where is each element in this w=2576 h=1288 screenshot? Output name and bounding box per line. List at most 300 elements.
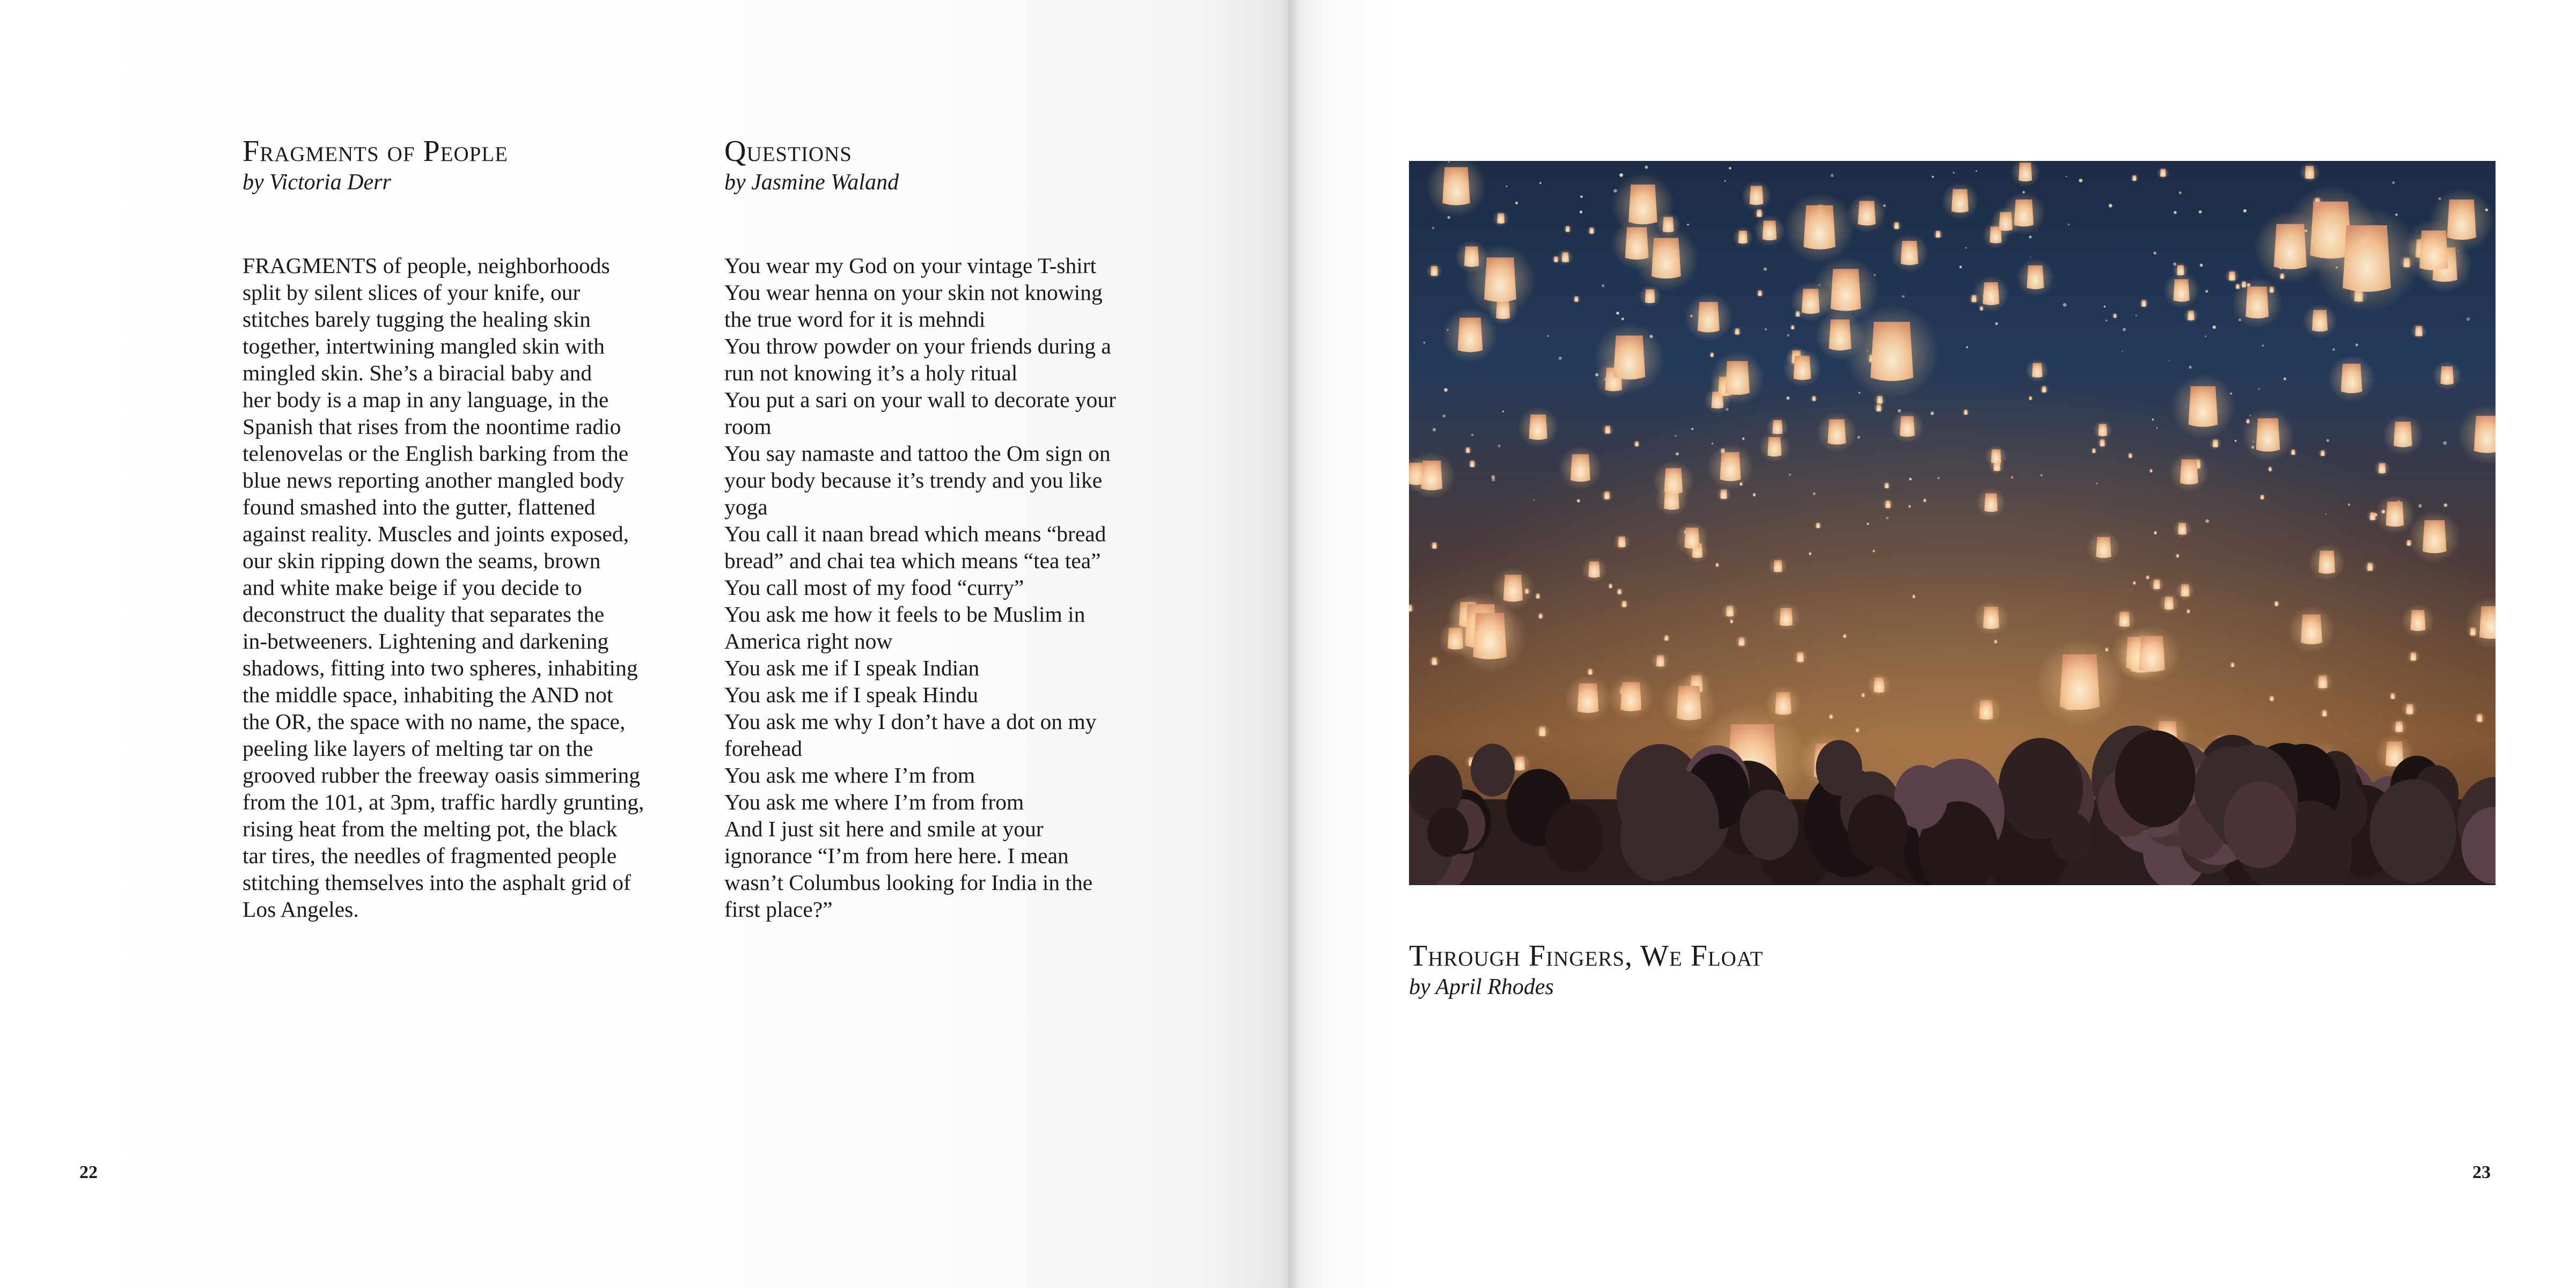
poem-body <box>724 252 1186 923</box>
lantern-icon <box>2163 273 2199 308</box>
lantern-icon <box>1882 498 1894 510</box>
lantern-icon <box>1754 215 1786 246</box>
poem-line: You ask me if I speak Indian <box>724 656 980 680</box>
poem-questions <box>724 134 1186 923</box>
lantern-icon <box>1973 276 2009 312</box>
lantern-icon <box>1634 226 1699 291</box>
lantern-icon <box>2314 206 2420 312</box>
star-dot <box>1729 167 1731 169</box>
star-dot <box>1577 499 1580 503</box>
poem-line: You put a sari on your wall to decorate your <box>724 387 1116 412</box>
lantern-icon <box>2302 304 2337 338</box>
lantern-icon <box>2242 409 2295 462</box>
lantern-icon <box>1768 557 1787 576</box>
poem-line: ignorance “I’m from here here. I mean <box>724 843 1069 868</box>
lantern-icon <box>1741 180 1772 211</box>
poem-line: FRAGMENTS of people, neighborhoods <box>243 253 610 278</box>
star-dot <box>1506 186 1507 187</box>
star-dot <box>1931 411 1934 415</box>
lantern-icon <box>1429 541 1439 550</box>
poem-line: stitches barely tugging the healing skin <box>243 307 591 332</box>
lantern-icon <box>2183 308 2198 323</box>
head-silhouette <box>1471 744 1515 796</box>
poem-line: wasn’t Columbus looking for India in the <box>724 870 1093 895</box>
lantern-icon <box>1891 410 1924 443</box>
head-silhouette <box>1630 769 1719 877</box>
lantern-icon <box>2087 531 2120 565</box>
star-dot <box>2243 209 2247 212</box>
lantern-icon <box>1534 592 1542 600</box>
star-dot <box>2063 303 2067 307</box>
star-dot <box>2444 503 2448 507</box>
star-dot <box>2235 440 2237 442</box>
star-dot <box>1498 444 1501 447</box>
lantern-icon <box>2169 452 2210 492</box>
lantern-icon <box>1845 305 1939 399</box>
lantern-icon <box>1563 224 1572 233</box>
poem-line: your body because it’s trendy and you like <box>724 468 1103 492</box>
poem-line: You ask me why I don’t have a dot on my <box>724 709 1097 734</box>
lantern-icon <box>2401 604 2434 637</box>
lantern-icon <box>2139 298 2149 309</box>
lantern-icon <box>2149 468 2154 473</box>
head-silhouette <box>1848 794 1908 866</box>
lantern-icon <box>1711 351 1764 405</box>
star-dot <box>1580 195 1583 198</box>
lantern-icon <box>1810 395 1818 402</box>
star-dot <box>1937 477 1940 479</box>
head-silhouette <box>2115 731 2196 827</box>
lantern-icon <box>1535 724 1550 739</box>
lantern-icon <box>2328 355 2375 402</box>
lantern-icon <box>1890 234 1929 273</box>
lantern-icon <box>1733 227 1753 247</box>
artwork-caption <box>1409 939 1764 1001</box>
star-dot <box>2205 335 2206 337</box>
poem-line: the middle space, inhabiting the AND not <box>243 682 613 707</box>
star-dot <box>1621 318 1624 320</box>
star-dot <box>1966 347 1968 348</box>
lantern-icon <box>2259 494 2266 501</box>
lantern-icon <box>1572 295 1581 304</box>
head-silhouette <box>2224 782 2296 869</box>
lantern-icon <box>1662 634 1671 643</box>
star-dot <box>2123 328 2126 331</box>
lantern-icon <box>1465 245 1536 315</box>
poem-line: rising heat from the melting pot, the black <box>243 816 618 841</box>
lantern-icon <box>2406 650 2420 664</box>
lantern-icon <box>2025 359 2049 382</box>
lantern-icon <box>1565 675 1612 722</box>
star-dot <box>2079 179 2083 182</box>
lantern-icon <box>2388 691 2397 701</box>
lantern-icon <box>2474 712 2486 724</box>
star-dot <box>2284 378 2286 380</box>
poem-line: found smashed into the gutter, flattened <box>243 495 596 519</box>
lantern-icon <box>2308 544 2345 581</box>
lantern-icon <box>1709 351 1715 358</box>
lantern-icon <box>1537 612 1545 620</box>
star-dot <box>2332 348 2335 351</box>
star-dot <box>1995 322 1998 325</box>
lantern-icon <box>1866 522 1870 526</box>
star-dot <box>1443 415 1446 418</box>
star-dot <box>1616 312 1619 314</box>
lantern-icon <box>1587 226 1596 235</box>
star-dot <box>2392 181 2395 184</box>
lantern-icon <box>2267 466 2273 472</box>
lantern-icon <box>2375 494 2415 534</box>
star-dot <box>1787 396 1790 400</box>
lantern-icon <box>2175 553 2181 558</box>
poem-line: You ask me where I’m from <box>724 763 975 787</box>
star-dot <box>2041 474 2043 476</box>
lantern-icon <box>1828 713 1834 720</box>
star-dot <box>1789 474 1792 476</box>
star-dot <box>1953 172 1955 174</box>
lantern-icon <box>1581 557 1607 583</box>
lantern-icon <box>1426 263 1442 279</box>
poem-line: run not knowing it’s a holy ritual <box>724 360 1018 385</box>
poem-line: the OR, the space with no name, the space, <box>243 709 626 734</box>
poem-line: deconstruct the duality that separates the <box>243 602 605 627</box>
lantern-icon <box>2225 269 2239 283</box>
star-dot <box>2189 366 2192 369</box>
poem-line: in-betweeners. Lightening and darkening <box>243 629 609 653</box>
poem-line: You throw powder on your friends during a <box>724 334 1111 358</box>
lantern-icon <box>2090 447 2097 454</box>
lantern-icon <box>2173 519 2192 538</box>
star-dot <box>2029 236 2032 239</box>
lantern-icon <box>2112 313 2118 319</box>
lantern-icon <box>1789 324 1796 330</box>
lantern-icon <box>1962 408 1970 416</box>
lantern-icon <box>1817 412 1857 452</box>
sky-lanterns-painting-icon <box>1409 161 2496 885</box>
star-dot <box>1765 328 1767 331</box>
star-dot <box>1515 202 1518 204</box>
lantern-icon <box>2132 580 2137 585</box>
lantern-icon <box>1653 461 1694 502</box>
lantern-icon <box>2002 192 2045 234</box>
lantern-icon <box>2145 575 2151 580</box>
poem-fragments-of-people <box>243 134 704 923</box>
poem-line: You ask me where I’m from from <box>724 790 1024 814</box>
poem-line: yoga <box>724 495 768 519</box>
lantern-icon <box>2288 606 2336 653</box>
star-dot <box>2327 439 2329 442</box>
star-dot <box>2200 263 2203 267</box>
lantern-icon <box>1860 692 1866 698</box>
poem-line: America right now <box>724 629 893 653</box>
star-dot <box>2104 306 2106 308</box>
star-dot <box>2213 326 2216 329</box>
lantern-icon <box>2402 701 2418 717</box>
star-dot <box>1691 428 1693 430</box>
lantern-icon <box>1518 407 1558 447</box>
lantern-icon <box>2432 361 2462 391</box>
poem-line: mingled skin. She’s a biracial baby and <box>243 360 592 385</box>
lantern-icon <box>2157 167 2170 180</box>
star-dot <box>1859 392 1860 394</box>
lantern-icon <box>1933 229 1943 240</box>
lantern-icon <box>1707 444 1753 490</box>
star-dot <box>1831 174 1834 177</box>
poem-line: stitching themselves into the asphalt grid of <box>243 870 631 895</box>
star-dot <box>1813 492 1816 495</box>
poem-line: You call it naan bread which means “bread <box>724 521 1106 546</box>
page-number: 23 <box>2472 1162 2491 1182</box>
poem-line: peeling like layers of melting tar on the <box>243 736 593 761</box>
lantern-icon <box>1558 249 1574 266</box>
lantern-icon <box>2408 511 2461 563</box>
lantern-icon <box>1785 193 1855 263</box>
lantern-icon <box>2318 449 2327 458</box>
head-silhouette <box>2051 812 2093 862</box>
poem-author: by Jasmine Waland <box>724 170 899 195</box>
star-dot <box>1432 227 1434 229</box>
star-dot <box>2199 210 2202 214</box>
lantern-icon <box>2390 718 2408 735</box>
lantern-icon <box>1993 639 1999 644</box>
lantern-icon <box>1808 551 1812 556</box>
lantern-icon <box>1443 307 1498 363</box>
poem-line: split by silent slices of your knife, our <box>243 280 581 305</box>
poem-line: You wear my God on your vintage T-shirt <box>724 253 1097 278</box>
poem-title: Questions <box>724 135 852 168</box>
star-dot <box>1645 166 1648 169</box>
lantern-icon <box>2036 638 2124 727</box>
lantern-icon <box>1428 655 1441 667</box>
poem-line: tar tires, the needles of fragmented people <box>243 843 617 868</box>
poem-title: Fragments of People <box>243 135 508 168</box>
lantern-icon <box>2175 581 2195 601</box>
star-dot <box>2206 519 2210 523</box>
star-dot <box>1724 180 1726 182</box>
lantern-icon <box>1633 440 1641 448</box>
lantern-icon <box>1872 549 1876 553</box>
lantern-icon <box>1721 603 1738 620</box>
lantern-icon <box>2016 259 2054 297</box>
lantern-icon <box>2374 460 2390 476</box>
star-dot <box>1742 437 1745 440</box>
lantern-icon <box>2159 593 2179 614</box>
star-dot <box>1602 284 1604 287</box>
lantern-icon <box>1684 293 1733 342</box>
lantern-icon <box>1467 459 1478 469</box>
star-dot <box>2174 211 2177 214</box>
poem-line: blue news reporting another mangled body <box>243 468 625 492</box>
star-dot <box>1909 478 1912 481</box>
star-dot <box>2066 176 2067 177</box>
poem-line: telenovelas or the English barking from the <box>243 441 629 466</box>
lantern-icon <box>1662 676 1716 731</box>
lantern-icon <box>1409 452 1455 499</box>
lantern-icon <box>1908 505 1912 509</box>
star-dot <box>1580 211 1582 214</box>
star-dot <box>1965 247 1967 249</box>
star-dot <box>1932 176 1934 178</box>
star-dot <box>1619 173 1623 177</box>
poem-line: room <box>724 414 772 439</box>
poem-line: against reality. Muscles and joints exposed, <box>243 521 629 546</box>
star-dot <box>1533 499 1534 501</box>
star-dot <box>1902 295 1905 298</box>
lantern-icon <box>2028 395 2034 401</box>
star-dot <box>2418 504 2422 508</box>
lantern-icon <box>2364 561 2376 573</box>
lantern-icon <box>1973 600 2009 636</box>
poem-author: by Victoria Derr <box>243 170 391 195</box>
star-dot <box>1471 434 1473 436</box>
star-dot <box>1764 268 1767 271</box>
page-number: 22 <box>79 1162 98 1182</box>
lantern-icon <box>1602 424 1614 436</box>
star-dot <box>1433 428 1436 431</box>
lantern-icon <box>1607 583 1614 590</box>
poem-line: You ask me how it feels to be Muslim in <box>724 602 1085 627</box>
star-dot <box>2179 192 2182 194</box>
star-dot <box>2122 350 2123 352</box>
star-dot <box>1857 436 1860 439</box>
star-dot <box>1712 443 1713 444</box>
star-dot <box>1502 411 1504 413</box>
poem-line: You say namaste and tattoo the Om sign on <box>724 441 1111 466</box>
lantern-icon <box>1601 489 1613 502</box>
lantern-icon <box>1464 446 1472 454</box>
lantern-icon <box>2430 188 2494 252</box>
lantern-icon <box>1793 650 1808 665</box>
lantern-icon <box>1613 534 1631 551</box>
lantern-icon <box>1616 587 1624 596</box>
poem-line: forehead <box>724 736 803 761</box>
poem-line: and white make beige if you decide to <box>243 575 582 600</box>
star-dot <box>1539 182 1542 185</box>
star-dot <box>2348 504 2350 506</box>
lantern-icon <box>2268 695 2276 702</box>
lantern-icon <box>1675 521 1708 555</box>
star-dot <box>2011 476 2014 479</box>
lantern-icon <box>1733 327 1742 336</box>
star-dot <box>2258 388 2260 390</box>
star-dot <box>2169 360 2170 361</box>
star-dot <box>2135 315 2137 317</box>
lantern-icon <box>2171 374 2236 439</box>
star-dot <box>2325 513 2327 515</box>
artwork-author: by April Rhodes <box>1409 975 1554 999</box>
lantern-icon <box>2273 600 2280 608</box>
lantern-icon <box>2299 162 2320 183</box>
lantern-icon <box>2149 577 2164 592</box>
star-dot <box>2467 318 2470 321</box>
poem-line: You call most of my food “curry” <box>724 575 1024 600</box>
star-dot <box>2109 204 2112 208</box>
star-dot <box>1886 517 1889 519</box>
poem-line: our skin ripping down the seams, brown <box>243 548 601 573</box>
poem-line: Los Angeles. <box>243 897 359 922</box>
lantern-icon <box>1891 220 1902 231</box>
lantern-icon <box>2185 608 2191 614</box>
lantern-icon <box>1971 695 2002 726</box>
star-dot <box>1559 357 1562 360</box>
star-dot <box>1687 224 1689 225</box>
lantern-icon <box>2232 277 2283 328</box>
book-gutter <box>1280 0 1301 1288</box>
lantern-icon <box>1735 635 1748 649</box>
star-dot <box>2068 224 2069 225</box>
star-dot <box>2030 257 2031 258</box>
lantern-icon <box>2153 531 2158 535</box>
lantern-icon <box>1619 599 1629 609</box>
lantern-icon <box>1867 673 1891 697</box>
lantern-icon <box>2130 174 2139 182</box>
lantern-icon <box>1911 594 1916 599</box>
lantern-icon <box>1652 652 1670 671</box>
head-silhouette <box>1545 803 1603 872</box>
lantern-icon <box>1976 488 2006 518</box>
head-silhouette <box>1740 790 1799 860</box>
star-dot <box>1976 171 1977 172</box>
lantern-icon <box>2382 414 2423 455</box>
star-dot <box>2096 483 2097 484</box>
star-dot <box>1787 334 1789 337</box>
lantern-icon <box>1772 602 1801 631</box>
poem-line: You ask me if I speak Hindu <box>724 682 978 707</box>
lantern-icon <box>2313 672 2333 692</box>
lantern-icon <box>1883 481 1891 490</box>
lantern-icon <box>2127 452 2134 459</box>
star-dot <box>2152 418 2154 420</box>
lantern-icon <box>1985 445 2007 468</box>
lantern-icon <box>1756 289 1764 298</box>
lantern-icon <box>1922 498 1927 503</box>
lantern-icon <box>1493 210 1509 227</box>
lantern-icon <box>1594 323 1664 393</box>
star-dot <box>1959 266 1962 268</box>
star-dot <box>1547 335 1548 337</box>
star-dot <box>2156 428 2157 429</box>
star-dot <box>1676 452 1679 455</box>
lantern-icon <box>1759 431 1790 462</box>
poem-body <box>243 252 704 923</box>
poem-line: together, intertwining mangled skin with <box>243 334 605 358</box>
poem-line: the true word for it is mehndi <box>724 307 986 332</box>
poem-line: bread” and chai tea which means “tea tea” <box>724 548 1101 573</box>
lantern-icon <box>2039 385 2049 394</box>
star-dot <box>1448 216 1450 219</box>
lantern-icon <box>1453 600 1527 674</box>
lantern-icon <box>2411 323 2427 339</box>
lantern-icon <box>1714 562 1720 568</box>
star-dot <box>2355 344 2358 347</box>
poem-line: shadows, fitting into two spheres, inhabiting <box>243 656 638 680</box>
head-silhouette <box>2369 779 2456 884</box>
lantern-icon <box>2123 625 2181 683</box>
artwork-title: Through Fingers, We Float <box>1409 939 1764 973</box>
star-dot <box>2205 290 2208 293</box>
poem-line: first place?” <box>724 897 833 922</box>
poem-line: from the 101, at 3pm, traffic hardly grunting, <box>243 790 644 814</box>
lantern-icon <box>1752 492 1757 497</box>
lantern-icon <box>2229 661 2236 668</box>
lantern-icon <box>1941 182 1979 220</box>
lantern-icon <box>1814 521 1823 530</box>
star-dot <box>1675 435 1677 437</box>
head-silhouette <box>1427 807 1469 857</box>
poem-line: grooved rubber the freeway oasis simmering <box>243 763 641 787</box>
star-dot <box>1423 341 1425 343</box>
lantern-icon <box>2093 421 2112 440</box>
